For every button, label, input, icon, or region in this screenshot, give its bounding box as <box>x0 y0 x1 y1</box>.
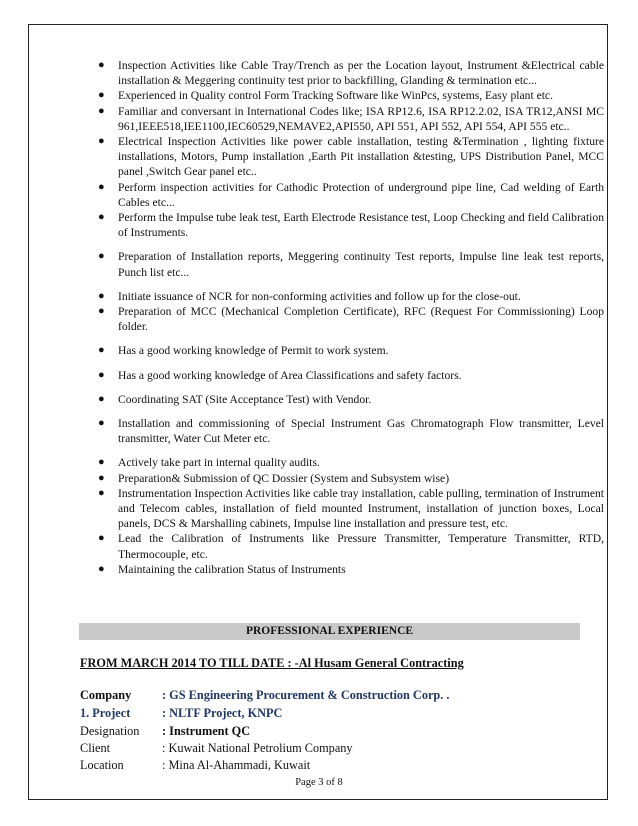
list-item: ● Has a good working knowledge of Permit to work system. <box>98 344 389 358</box>
client-label: Client <box>80 741 111 755</box>
list-item: ● Familiar and conversant in International Codes like; ISA RP12.6, ISA RP12.2.02, ISA TR12,ANSI MC 961,IEEE518,IEE1100,IEC60529,NEMAVE2,API550, API 551, API 552, API 554, API 555 etc.. <box>98 104 604 133</box>
company-label: Company <box>80 688 132 702</box>
designation-label: Designation <box>80 724 140 738</box>
project-row <box>80 706 282 721</box>
list-item: ● Experienced in Quality control Form Tracking Software like WinPcs, systems, Easy plant etc. <box>98 89 553 103</box>
list-item: ● Inspection Activities like Cable Tray/Trench as per the Location layout, Instrument &Electrical cable installation & Meggering continuity test prior to backfilling, Glanding & termination etc... <box>98 59 604 88</box>
designation-row <box>80 724 250 739</box>
section-banner-professional-experience: PROFESSIONAL EXPERIENCE <box>79 623 580 640</box>
list-item: ● Electrical Inspection Activities like power cable installation, testing &Termination , lighting fixture installations, Motors, Pump installation ,Earth Pit installation &testing, UPS Distribution Panel, MCC panel ,Switch Gear panel etc.. <box>98 135 604 179</box>
list-item: ● Instrumentation Inspection Activities like cable tray installation, cable pulling, termination of Instrument and Telecom cables, installation of field mounted Instrument, installation of junction boxes, Local panels, DCS & Marshalling cabinets, Impulse line installation and pressure test, etc. <box>98 486 604 531</box>
list-item: ● Lead the Calibration of Instruments like Pressure Transmitter, Temperature Transmitter, RTD, Thermocouple, etc. <box>98 532 604 561</box>
location-row <box>80 758 310 773</box>
company-value: : GS Engineering Procurement & Construction Corp. . <box>162 688 450 702</box>
company-row <box>80 688 449 703</box>
list-item: ● Perform the Impulse tube leak test, Earth Electrode Resistance test, Loop Checking and field Calibration of Instruments. <box>98 211 604 240</box>
list-item: ● Initiate issuance of NCR for non-conforming activities and follow up for the close-out. <box>98 289 521 303</box>
project-label: 1. Project <box>80 706 131 720</box>
project-value: : NLTF Project, KNPC <box>162 706 283 720</box>
location-label: Location <box>80 758 124 772</box>
client-value: : Kuwait National Petrolium Company <box>162 741 353 755</box>
list-item: ● Preparation of Installation reports, Meggering continuity Test reports, Impulse line leak test reports, Punch list etc... <box>98 250 604 279</box>
list-item: ● Installation and commissioning of Special Instrument Gas Chromatograph Flow transmitter, Level transmitter, Water Cut Meter etc. <box>98 417 604 446</box>
list-item: ● Preparation& Submission of QC Dossier (System and Subsystem wise) <box>98 471 450 485</box>
page-number: Page 3 of 8 <box>295 777 343 788</box>
employment-period-heading: FROM MARCH 2014 TO TILL DATE : -Al Husam General Contracting <box>80 656 464 670</box>
designation-value: : Instrument QC <box>162 724 251 738</box>
list-item: ● Preparation of MCC (Mechanical Completion Certificate), RFC (Request For Commissioning) Loop folder. <box>98 305 604 334</box>
list-item: ● Actively take part in internal quality audits. <box>98 456 320 470</box>
client-row <box>80 741 353 756</box>
list-item: ● Perform inspection activities for Cathodic Protection of underground pipe line, Cad welding of Earth Cables etc... <box>98 180 604 209</box>
list-item: ● Coordinating SAT (Site Acceptance Test) with Vendor. <box>98 392 372 406</box>
responsibilities-list <box>92 58 604 577</box>
list-item: ● Maintaining the calibration Status of Instruments <box>98 562 346 576</box>
list-item: ● Has a good working knowledge of Area Classifications and safety factors. <box>98 368 462 382</box>
location-value: : Mina Al-Ahammadi, Kuwait <box>162 758 311 772</box>
